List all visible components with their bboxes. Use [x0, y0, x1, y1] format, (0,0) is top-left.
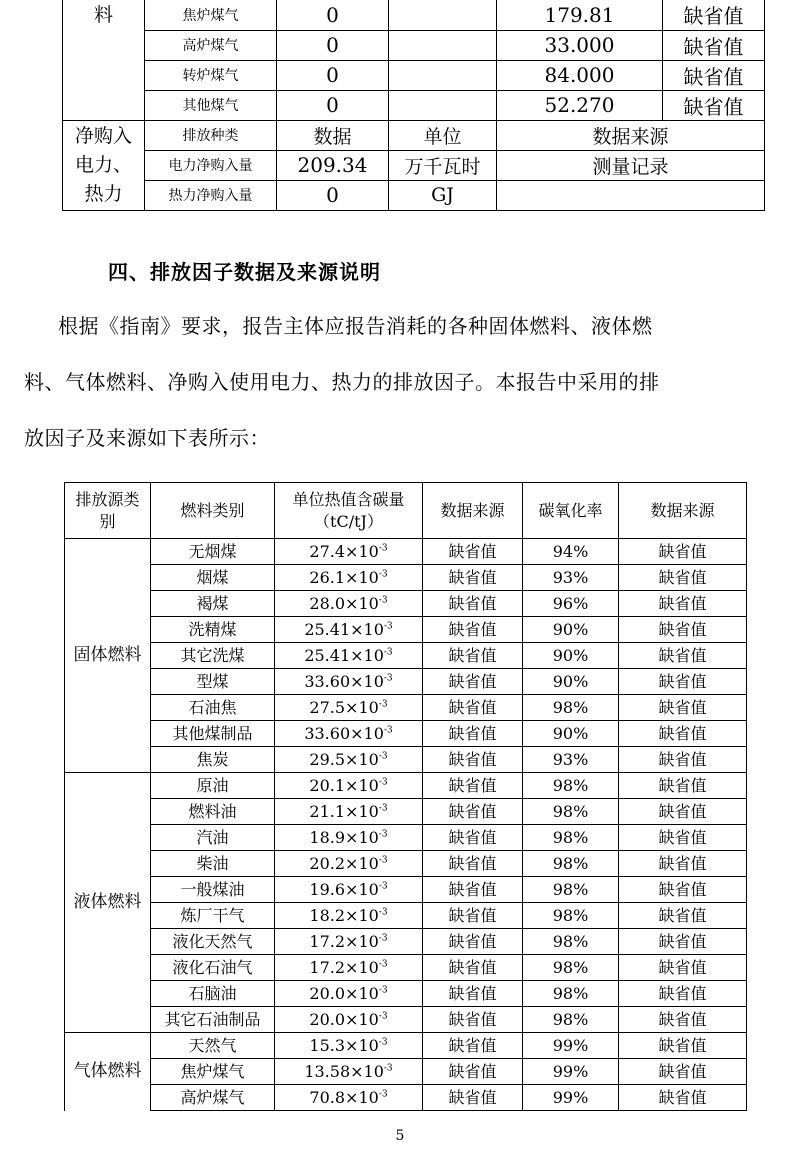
energy-source — [497, 180, 765, 210]
exponent: -3 — [378, 751, 388, 762]
carbon-value: 26.1 — [309, 568, 346, 587]
exponent: -3 — [378, 595, 388, 606]
carbon-content — [275, 695, 423, 721]
oxidation-rate: 99% — [523, 1085, 619, 1111]
carbon-value: 27.5 — [309, 698, 346, 717]
carbon-value: 21.1 — [309, 802, 346, 821]
fuel-unit — [389, 90, 497, 120]
table-header-row — [65, 483, 747, 539]
oxidation-rate: 98% — [523, 773, 619, 799]
table-row — [65, 747, 747, 773]
fuel-value: 84.000 — [497, 60, 663, 90]
carbon-value: 27.4 — [309, 542, 346, 561]
section-heading: 四、排放因子数据及来源说明 — [108, 260, 381, 284]
fuel-name: 燃料油 — [151, 799, 275, 825]
data-source: 缺省值 — [423, 929, 523, 955]
carbon-value: 18.9 — [309, 828, 346, 847]
data-source: 缺省值 — [423, 591, 523, 617]
table-row — [65, 929, 747, 955]
carbon-content — [275, 851, 423, 877]
fuel-name: 无烟煤 — [151, 539, 275, 565]
fuel-name: 石油焦 — [151, 695, 275, 721]
data-source-2: 缺省值 — [619, 851, 747, 877]
carbon-content — [275, 591, 423, 617]
table-row — [63, 30, 765, 60]
energy-unit: 万千瓦时 — [389, 150, 497, 180]
header-unit: 单位 — [389, 120, 497, 150]
times-ten: ×10 — [350, 672, 384, 691]
exponent: -3 — [383, 725, 393, 736]
data-source-2: 缺省值 — [619, 929, 747, 955]
fuel-name: 烟煤 — [151, 565, 275, 591]
para-line: 根据《指南》要求，报告主体应报告消耗的各种固体燃料、液体燃 — [58, 314, 653, 338]
table-row — [65, 955, 747, 981]
data-source-2: 缺省值 — [619, 825, 747, 851]
oxidation-rate: 98% — [523, 799, 619, 825]
carbon-value: 25.41 — [304, 620, 351, 639]
data-source-2: 缺省值 — [619, 981, 747, 1007]
oxidation-rate: 99% — [523, 1059, 619, 1085]
data-source-2: 缺省值 — [619, 669, 747, 695]
oxidation-rate: 90% — [523, 617, 619, 643]
times-ten: ×10 — [345, 698, 379, 717]
table-row — [65, 1085, 747, 1111]
table-row — [65, 721, 747, 747]
times-ten: ×10 — [350, 620, 384, 639]
table-row — [65, 903, 747, 929]
header-carbon-content: 单位热值含碳量（tC/tJ） — [275, 483, 423, 539]
table-row — [63, 150, 765, 180]
times-ten: ×10 — [345, 568, 379, 587]
data-source-2: 缺省值 — [619, 747, 747, 773]
oxidation-rate: 98% — [523, 851, 619, 877]
carbon-content — [275, 773, 423, 799]
carbon-content — [275, 747, 423, 773]
carbon-content — [275, 617, 423, 643]
times-ten: ×10 — [345, 802, 379, 821]
fuel-name: 型煤 — [151, 669, 275, 695]
category-line: 电力、 — [74, 153, 132, 176]
carbon-content — [275, 1033, 423, 1059]
group-name-cell: 固体燃料 — [65, 539, 151, 773]
carbon-content — [275, 721, 423, 747]
fuel-name: 天然气 — [151, 1033, 275, 1059]
fuel-name: 一般煤油 — [151, 877, 275, 903]
data-source: 缺省值 — [423, 851, 523, 877]
times-ten: ×10 — [345, 854, 379, 873]
header-source: 数据来源 — [497, 120, 765, 150]
table-row — [65, 643, 747, 669]
data-source: 缺省值 — [423, 903, 523, 929]
fuel-name: 其它洗煤 — [151, 643, 275, 669]
exponent: -3 — [378, 985, 388, 996]
fuel-name: 炼厂干气 — [151, 903, 275, 929]
carbon-content — [275, 1085, 423, 1111]
section-paragraph — [24, 298, 798, 466]
group-name-cell: 液体燃料 — [65, 773, 151, 1033]
fuel-value: 179.81 — [497, 0, 663, 30]
table-row — [63, 90, 765, 120]
header-source-type: 排放源类别 — [65, 483, 151, 539]
times-ten: ×10 — [345, 932, 379, 951]
exponent: -3 — [378, 855, 388, 866]
carbon-value: 13.58 — [304, 1062, 351, 1081]
carbon-content — [275, 877, 423, 903]
oxidation-rate: 99% — [523, 1033, 619, 1059]
table-row — [63, 180, 765, 210]
fuel-name: 洗精煤 — [151, 617, 275, 643]
times-ten: ×10 — [345, 906, 379, 925]
fuel-name: 汽油 — [151, 825, 275, 851]
data-source-2: 缺省值 — [619, 1059, 747, 1085]
fuel-data: 0 — [277, 30, 389, 60]
oxidation-rate: 90% — [523, 721, 619, 747]
times-ten: ×10 — [345, 1036, 379, 1055]
fuel-name: 焦炭 — [151, 747, 275, 773]
exponent: -3 — [378, 933, 388, 944]
oxidation-rate: 94% — [523, 539, 619, 565]
fuel-name: 焦炉煤气 — [151, 1059, 275, 1085]
oxidation-rate: 90% — [523, 669, 619, 695]
carbon-value: 20.0 — [309, 1010, 346, 1029]
exponent: -3 — [383, 1063, 393, 1074]
fuel-unit — [389, 30, 497, 60]
fuel-name: 高炉煤气 — [151, 1085, 275, 1111]
exponent: -3 — [378, 1037, 388, 1048]
carbon-value: 28.0 — [309, 594, 346, 613]
oxidation-rate: 90% — [523, 643, 619, 669]
carbon-content — [275, 825, 423, 851]
data-source: 缺省值 — [423, 1059, 523, 1085]
times-ten: ×10 — [345, 958, 379, 977]
fuel-name: 原油 — [151, 773, 275, 799]
fuel-category-cell: 料 — [63, 0, 145, 120]
energy-unit: GJ — [389, 180, 497, 210]
times-ten: ×10 — [345, 542, 379, 561]
exponent: -3 — [378, 569, 388, 580]
carbon-value: 33.60 — [304, 724, 351, 743]
data-source-2: 缺省值 — [619, 695, 747, 721]
page-number: 5 — [395, 1128, 405, 1144]
table-row — [65, 565, 747, 591]
exponent: -3 — [383, 647, 393, 658]
table-row — [65, 851, 747, 877]
fuel-data: 0 — [277, 0, 389, 30]
fuel-name: 柴油 — [151, 851, 275, 877]
fuel-data: 0 — [277, 90, 389, 120]
header-oxidation-rate: 碳氧化率 — [523, 483, 619, 539]
data-source-2: 缺省值 — [619, 721, 747, 747]
exponent: -3 — [378, 777, 388, 788]
energy-name: 电力净购入量 — [145, 150, 277, 180]
data-source-2: 缺省值 — [619, 617, 747, 643]
carbon-value: 33.60 — [304, 672, 351, 691]
header-fuel-type: 燃料类别 — [151, 483, 275, 539]
carbon-content — [275, 955, 423, 981]
data-source-2: 缺省值 — [619, 643, 747, 669]
data-source: 缺省值 — [423, 565, 523, 591]
fuel-name: 其它石油制品 — [151, 1007, 275, 1033]
oxidation-rate: 98% — [523, 695, 619, 721]
fuel-consumption-table — [62, 0, 765, 211]
para-line: 放因子及来源如下表所示： — [24, 426, 270, 450]
data-source: 缺省值 — [423, 643, 523, 669]
table-row — [65, 799, 747, 825]
fuel-name: 焦炉煤气 — [145, 0, 277, 30]
fuel-name: 其他煤制品 — [151, 721, 275, 747]
group-name-cell: 气体燃料 — [65, 1033, 151, 1111]
oxidation-rate: 93% — [523, 565, 619, 591]
table-row — [65, 877, 747, 903]
times-ten: ×10 — [345, 594, 379, 613]
table-row — [63, 0, 765, 30]
data-source: 缺省值 — [423, 1085, 523, 1111]
data-source: 缺省值 — [423, 617, 523, 643]
data-source: 缺省值 — [423, 1007, 523, 1033]
data-source-2: 缺省值 — [619, 591, 747, 617]
exponent: -3 — [383, 673, 393, 684]
fuel-unit — [389, 0, 497, 30]
data-source: 缺省值 — [423, 1033, 523, 1059]
carbon-value: 17.2 — [309, 932, 346, 951]
fuel-name: 转炉煤气 — [145, 60, 277, 90]
exponent: -3 — [378, 699, 388, 710]
carbon-value: 18.2 — [309, 906, 346, 925]
times-ten: ×10 — [345, 750, 379, 769]
oxidation-rate: 98% — [523, 955, 619, 981]
carbon-content — [275, 1059, 423, 1085]
times-ten: ×10 — [345, 1088, 379, 1107]
fuel-source: 缺省值 — [663, 0, 765, 30]
times-ten: ×10 — [345, 984, 379, 1003]
oxidation-rate: 98% — [523, 1007, 619, 1033]
para-line: 料、气体燃料、净购入使用电力、热力的排放因子。本报告中采用的排 — [24, 370, 660, 394]
oxidation-rate: 98% — [523, 981, 619, 1007]
carbon-content — [275, 565, 423, 591]
energy-data: 0 — [277, 180, 389, 210]
fuel-name: 石脑油 — [151, 981, 275, 1007]
data-source: 缺省值 — [423, 825, 523, 851]
fuel-name: 其他煤气 — [145, 90, 277, 120]
table-row — [65, 1033, 747, 1059]
carbon-value: 20.1 — [309, 776, 346, 795]
data-source: 缺省值 — [423, 721, 523, 747]
fuel-unit — [389, 60, 497, 90]
exponent: -3 — [378, 959, 388, 970]
data-source: 缺省值 — [423, 877, 523, 903]
carbon-value: 15.3 — [309, 1036, 346, 1055]
oxidation-rate: 98% — [523, 877, 619, 903]
times-ten: ×10 — [345, 880, 379, 899]
data-source-2: 缺省值 — [619, 903, 747, 929]
carbon-value: 25.41 — [304, 646, 351, 665]
fuel-name: 褐煤 — [151, 591, 275, 617]
exponent: -3 — [378, 907, 388, 918]
fuel-data: 0 — [277, 60, 389, 90]
table-row — [65, 669, 747, 695]
exponent: -3 — [378, 881, 388, 892]
fuel-source: 缺省值 — [663, 60, 765, 90]
fuel-name: 液化石油气 — [151, 955, 275, 981]
fuel-value: 52.270 — [497, 90, 663, 120]
oxidation-rate: 98% — [523, 929, 619, 955]
exponent: -3 — [378, 1011, 388, 1022]
carbon-value: 20.0 — [309, 984, 346, 1003]
data-source: 缺省值 — [423, 981, 523, 1007]
times-ten: ×10 — [350, 1062, 384, 1081]
exponent: -3 — [378, 1089, 388, 1100]
carbon-value: 20.2 — [309, 854, 346, 873]
fuel-name: 液化天然气 — [151, 929, 275, 955]
table-row — [65, 773, 747, 799]
times-ten: ×10 — [345, 776, 379, 795]
data-source-2: 缺省值 — [619, 799, 747, 825]
exponent: -3 — [378, 803, 388, 814]
data-source-2: 缺省值 — [619, 1007, 747, 1033]
table-row — [65, 981, 747, 1007]
header-data-source: 数据来源 — [423, 483, 523, 539]
table-row — [65, 617, 747, 643]
data-source-2: 缺省值 — [619, 877, 747, 903]
table-row — [65, 825, 747, 851]
carbon-value: 70.8 — [309, 1088, 346, 1107]
carbon-content — [275, 1007, 423, 1033]
oxidation-rate: 96% — [523, 591, 619, 617]
carbon-value: 19.6 — [309, 880, 346, 899]
times-ten: ×10 — [345, 1010, 379, 1029]
exponent: -3 — [383, 621, 393, 632]
table-row — [63, 120, 765, 150]
header-data-source-2: 数据来源 — [619, 483, 747, 539]
energy-data: 209.34 — [277, 150, 389, 180]
times-ten: ×10 — [350, 724, 384, 743]
oxidation-rate: 98% — [523, 825, 619, 851]
carbon-content — [275, 643, 423, 669]
data-source: 缺省值 — [423, 669, 523, 695]
fuel-source: 缺省值 — [663, 30, 765, 60]
fuel-name: 高炉煤气 — [145, 30, 277, 60]
exponent: -3 — [378, 829, 388, 840]
data-source: 缺省值 — [423, 955, 523, 981]
category-line: 净购入 — [74, 124, 132, 147]
carbon-value: 17.2 — [309, 958, 346, 977]
carbon-content — [275, 669, 423, 695]
fuel-source: 缺省值 — [663, 90, 765, 120]
fuel-value: 33.000 — [497, 30, 663, 60]
data-source-2: 缺省值 — [619, 773, 747, 799]
emission-factor-table — [64, 482, 747, 1111]
carbon-content — [275, 929, 423, 955]
exponent: -3 — [378, 543, 388, 554]
data-source: 缺省值 — [423, 695, 523, 721]
category-line: 热力 — [84, 182, 123, 205]
header-type: 排放种类 — [145, 120, 277, 150]
data-source-2: 缺省值 — [619, 539, 747, 565]
carbon-content — [275, 539, 423, 565]
table-row — [65, 1059, 747, 1085]
carbon-value: 29.5 — [309, 750, 346, 769]
table-row — [65, 539, 747, 565]
table-row — [65, 1007, 747, 1033]
data-source-2: 缺省值 — [619, 1085, 747, 1111]
oxidation-rate: 98% — [523, 903, 619, 929]
table-row — [65, 695, 747, 721]
carbon-content — [275, 903, 423, 929]
data-source-2: 缺省值 — [619, 565, 747, 591]
oxidation-rate: 93% — [523, 747, 619, 773]
data-source: 缺省值 — [423, 747, 523, 773]
times-ten: ×10 — [345, 828, 379, 847]
data-source: 缺省值 — [423, 799, 523, 825]
header-data: 数据 — [277, 120, 389, 150]
carbon-content — [275, 981, 423, 1007]
energy-source: 测量记录 — [497, 150, 765, 180]
data-source-2: 缺省值 — [619, 1033, 747, 1059]
data-source-2: 缺省值 — [619, 955, 747, 981]
data-source: 缺省值 — [423, 773, 523, 799]
times-ten: ×10 — [350, 646, 384, 665]
table-row — [65, 591, 747, 617]
carbon-content — [275, 799, 423, 825]
data-source: 缺省值 — [423, 539, 523, 565]
electricity-category-cell — [63, 120, 145, 210]
table-row — [63, 60, 765, 90]
energy-name: 热力净购入量 — [145, 180, 277, 210]
